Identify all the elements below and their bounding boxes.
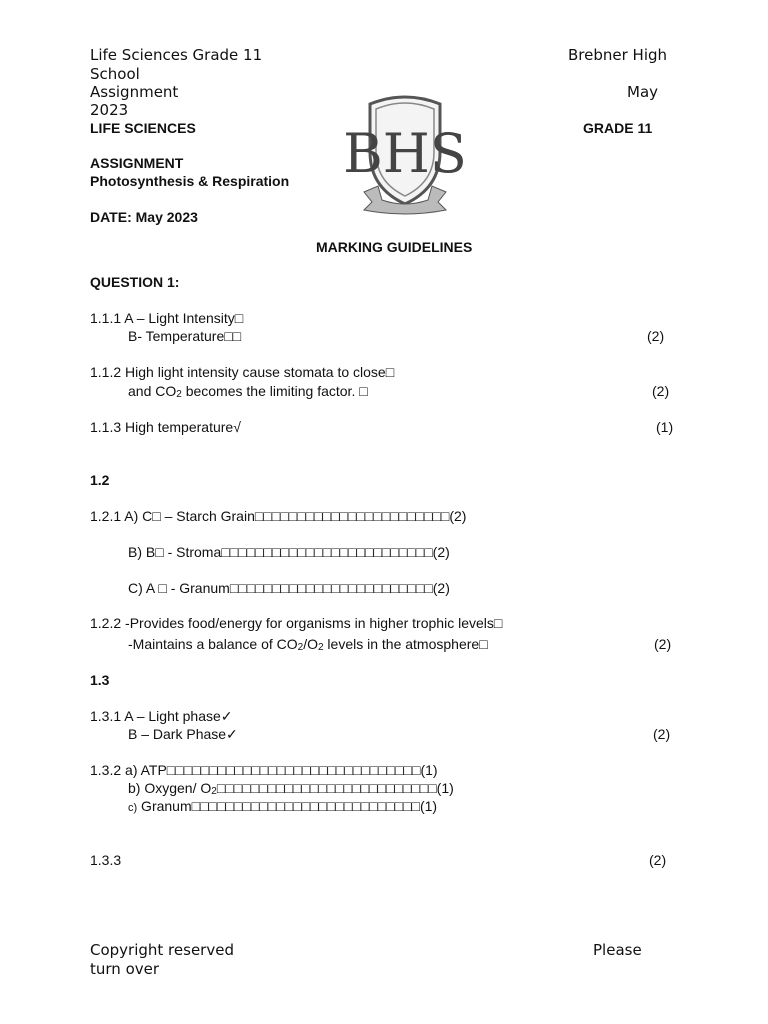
- header-right-line3: May: [627, 83, 659, 101]
- answer-1-1-2-a: 1.1.2 High light intensity cause stomata to close□: [90, 364, 395, 380]
- answer-1-3-3: 1.3.3: [90, 852, 122, 868]
- answer-1-1-2-b: and CO2 becomes the limiting factor. □: [128, 383, 368, 400]
- marks-1-1-3: (1): [656, 419, 674, 435]
- topic-heading: Photosynthesis & Respiration: [90, 173, 290, 189]
- marks-1-2-2: (2): [654, 636, 672, 652]
- answer-1-2-1-c: C) A □ - Granum□□□□□□□□□□□□□□□□□□□□□□□□(2): [128, 580, 450, 596]
- answer-1-3-2-a: 1.3.2 a) ATP□□□□□□□□□□□□□□□□□□□□□□□□□□□□□□(1): [90, 762, 438, 778]
- section-1-2-heading: 1.2: [90, 472, 110, 488]
- answer-1-1-1-b: B- Temperature□□: [128, 328, 242, 344]
- answer-1-3-1-b: B – Dark Phase✓: [128, 726, 238, 742]
- answer-1-3-2-b: b) Oxygen/ O2□□□□□□□□□□□□□□□□□□□□□□□□□□(1): [128, 780, 454, 797]
- header-right-line1: Brebner High: [568, 46, 668, 64]
- header-left-line2: School: [90, 65, 140, 83]
- answer-1-1-1-a: 1.1.1 A – Light Intensity□: [90, 310, 244, 326]
- answer-1-3-1-a: 1.3.1 A – Light phase✓: [90, 708, 233, 724]
- assignment-heading: ASSIGNMENT: [90, 155, 184, 171]
- footer-turn-over: turn over: [90, 960, 160, 978]
- footer-copyright: Copyright reserved: [90, 941, 234, 959]
- footer-please: Please: [593, 941, 642, 959]
- header-left-line3: Assignment: [90, 83, 179, 101]
- subject-heading: LIFE SCIENCES: [90, 120, 196, 136]
- answer-1-1-3: 1.1.3 High temperature√: [90, 419, 241, 435]
- answer-1-2-2-b: -Maintains a balance of CO2/O2 levels in the atmosphere□: [128, 636, 488, 653]
- header-left-line4: 2023: [90, 101, 129, 119]
- marks-1-1-2: (2): [652, 383, 670, 399]
- answer-1-2-1-b: B) B□ - Stroma□□□□□□□□□□□□□□□□□□□□□□□□□(2): [128, 544, 450, 560]
- answer-1-3-2-c: c) Granum□□□□□□□□□□□□□□□□□□□□□□□□□□□(1): [128, 798, 438, 814]
- header-left-line1: Life Sciences Grade 11: [90, 46, 263, 64]
- page-title: MARKING GUIDELINES: [316, 239, 473, 255]
- marks-1-3-1: (2): [653, 726, 671, 742]
- grade-heading: GRADE 11: [583, 120, 653, 136]
- marks-1-1-1: (2): [647, 328, 665, 344]
- answer-1-2-2-a: 1.2.2 -Provides food/energy for organisms in higher trophic levels□: [90, 615, 503, 631]
- question1-heading: QUESTION 1:: [90, 274, 180, 290]
- crest-letters: BHS: [343, 122, 467, 185]
- school-crest-icon: [343, 92, 467, 218]
- marks-1-3-3: (2): [649, 852, 667, 868]
- date-heading: DATE: May 2023: [90, 209, 198, 225]
- section-1-3-heading: 1.3: [90, 672, 110, 688]
- answer-1-2-1-a: 1.2.1 A) C□ – Starch Grain□□□□□□□□□□□□□□□□□□□□□□□(2): [90, 508, 467, 524]
